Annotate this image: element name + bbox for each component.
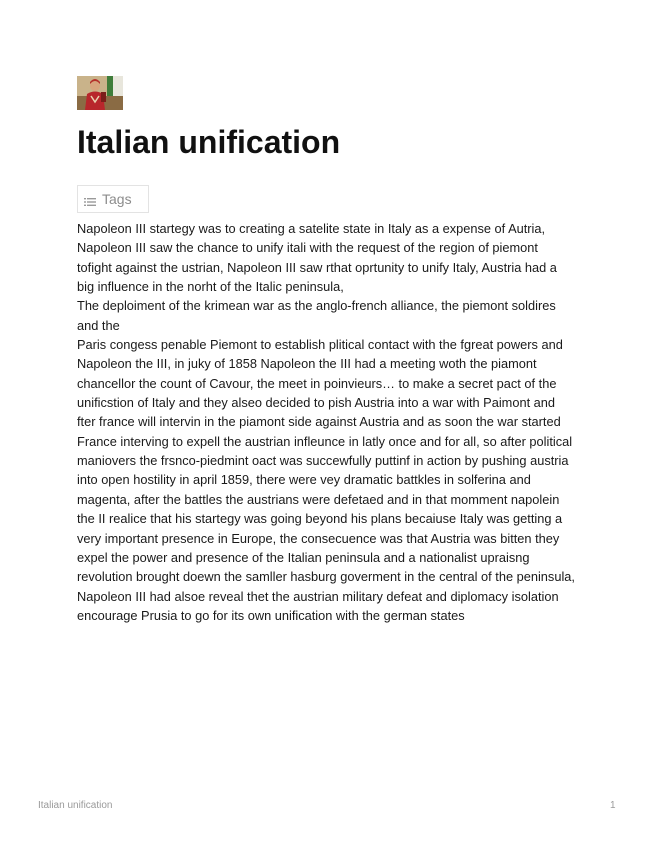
body-line: The deploiment of the krimean war as the anglo-french alliance, the piemont soldires	[77, 298, 556, 314]
body-line: Napoleon the III, in juky of 1858 Napoleon the III had a meeting woth the piamont	[77, 356, 537, 372]
tags-property[interactable]	[77, 185, 149, 213]
body-line: unificstion of Italy and they alseo decided to pish Austria into a war with Paimont and	[77, 395, 556, 411]
body-line: Napoleon III had alsoe reveal thet the austrian military defeat and diplomacy isolation	[77, 588, 559, 604]
body-line: Napoleon III startegy was to creating a satelite state in Italy as a expense of Autria,	[77, 221, 546, 236]
body-line: tofight against the ustrian, Napoleon III saw rthat oprtunity to unify Italy, Austria had a	[77, 259, 557, 275]
body-line: fter france will intervin in the piamont side against Austria and as soon the war started	[77, 414, 561, 430]
body-line: Napoleon III saw the chance to unify itali with the request of the region of piemont	[77, 240, 538, 256]
body-line: maniovers the frsnco-piedmint oact was succewfully puttinf in action by pushing austria	[77, 453, 569, 469]
body-line: into open hostility in april 1859, there were vey dramatic battkles in solferina and	[77, 472, 531, 488]
footer-page-number: 1	[610, 800, 616, 811]
body-line: expel the power and presence of the Italian peninsula and a nationalist upraisng	[77, 549, 530, 565]
body-line: revolution brought doewn the samller hasburg goverment in the central of the peninsula,	[77, 569, 575, 585]
body-line: chancellor the count of Cavour, the meet in poinvieurs… to make a secret pact of the	[77, 375, 557, 391]
tags-label: Tags	[102, 191, 132, 207]
body-line: encourage Prusia to go for its own unification with the german states	[77, 607, 465, 623]
footer-title: Italian unification	[38, 800, 113, 811]
page-title: Italian unification	[77, 124, 341, 160]
body-line: magenta, after the battles the austrians were defetaed and in that momment napolein	[77, 491, 560, 507]
body-line: and the	[77, 317, 120, 333]
body-line: the II realice that his startegy was going beyond his plans becaiuse Italy was getting a	[77, 511, 563, 527]
body-line: big influence in the norht of the Italic peninsula,	[77, 279, 344, 295]
body-line: France interving to expell the austrian infleunce in latly once and for all, so after political	[77, 433, 573, 449]
body-line: Paris congess penable Piemont to establish plitical contact with the fgreat powers and	[77, 337, 563, 353]
list-icon	[84, 194, 96, 204]
body-text	[77, 219, 587, 625]
body-line: very important presence in Europe, the consecuence was that Austria was bitten they	[77, 530, 560, 546]
portrait-painting-icon	[77, 76, 123, 110]
